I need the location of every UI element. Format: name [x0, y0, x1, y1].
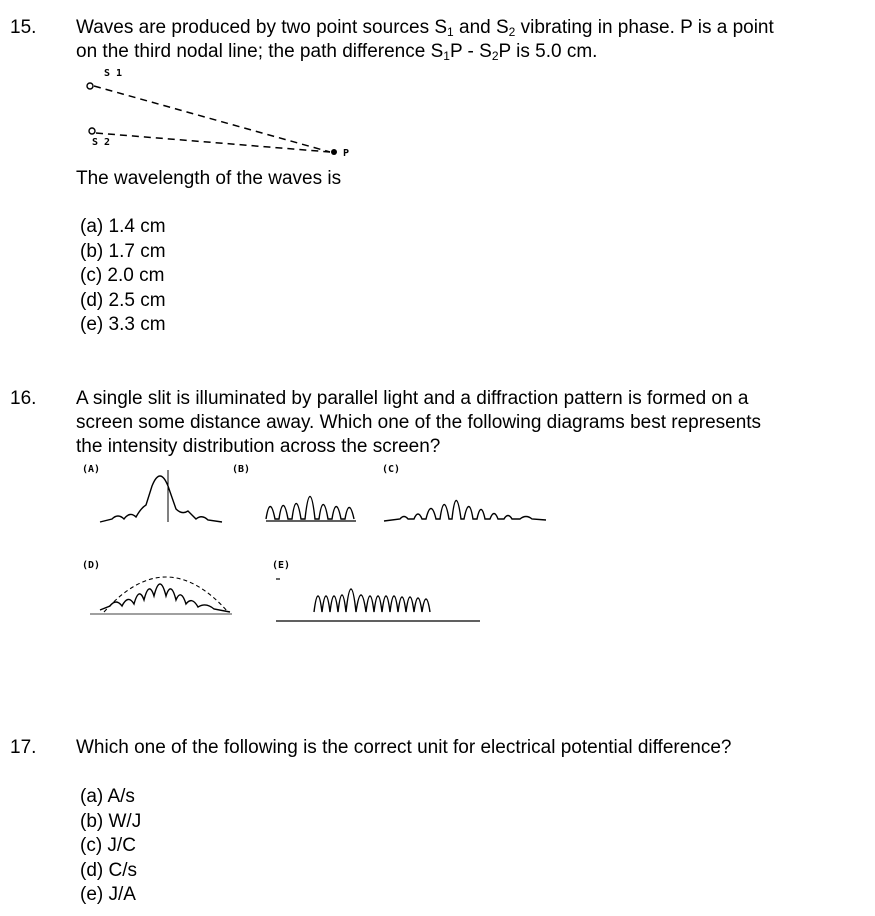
- q17-option-e[interactable]: (e) J/A: [80, 884, 136, 905]
- q15-option-c[interactable]: (c) 2.0 cm: [80, 265, 165, 286]
- q16-line-1: A single slit is illuminated by parallel light and a diffraction pattern is formed on a: [76, 388, 749, 409]
- s1-label: S 1: [104, 68, 123, 79]
- q17-option-a[interactable]: (a) A/s: [80, 786, 135, 807]
- diagram-c-curve: [384, 501, 546, 522]
- q15-line-2: on the third nodal line; the path difference $S_1P - S_2P$ is 5.0 cm.: [76, 41, 598, 63]
- q16-line-2: screen some distance away. Which one of the following diagrams best represents: [76, 412, 762, 433]
- diagram-b-label: (B): [232, 464, 251, 475]
- diagram-a-curve: [100, 476, 222, 522]
- q17-options: [80, 785, 141, 908]
- diagram-a-label: (A): [82, 464, 101, 475]
- q17-number: 17.: [10, 737, 37, 758]
- s2-label: S 2: [92, 137, 111, 148]
- q17-option-d[interactable]: (d) C/s: [80, 859, 137, 881]
- q15-line-1: Waves are produced by two point sources $S_1$ and $S_2$ vibrating in phase. P is a point: [76, 17, 774, 39]
- q15-option-b[interactable]: (b) 1.7 cm: [80, 240, 166, 262]
- q15-option-e[interactable]: (e) 3.3 cm: [80, 314, 166, 335]
- q15-prompt: The wavelength of the waves is: [76, 168, 342, 189]
- diagram-d-curve: [100, 584, 230, 612]
- p-label: P: [343, 148, 350, 159]
- diagram-e-label: (E): [272, 560, 291, 571]
- diagram-b-curve: [266, 497, 354, 520]
- q17-option-b[interactable]: (b) W/J: [80, 810, 142, 832]
- q16-line-3: the intensity distribution across the screen?: [76, 436, 441, 457]
- q17-text: Which one of the following is the correct unit for electrical potential difference?: [76, 737, 732, 758]
- q16-number: 16.: [10, 388, 37, 409]
- q15-number: 15.: [10, 17, 37, 38]
- diagram-c-label: (C): [382, 464, 401, 475]
- q17-option-c[interactable]: (c) J/C: [80, 835, 136, 856]
- diagram-e-curve: [314, 589, 430, 612]
- q15-option-d[interactable]: (d) 2.5 cm: [80, 289, 166, 311]
- diagram-d-label: (D): [82, 560, 101, 571]
- q15-option-a[interactable]: (a) 1.4 cm: [80, 216, 166, 237]
